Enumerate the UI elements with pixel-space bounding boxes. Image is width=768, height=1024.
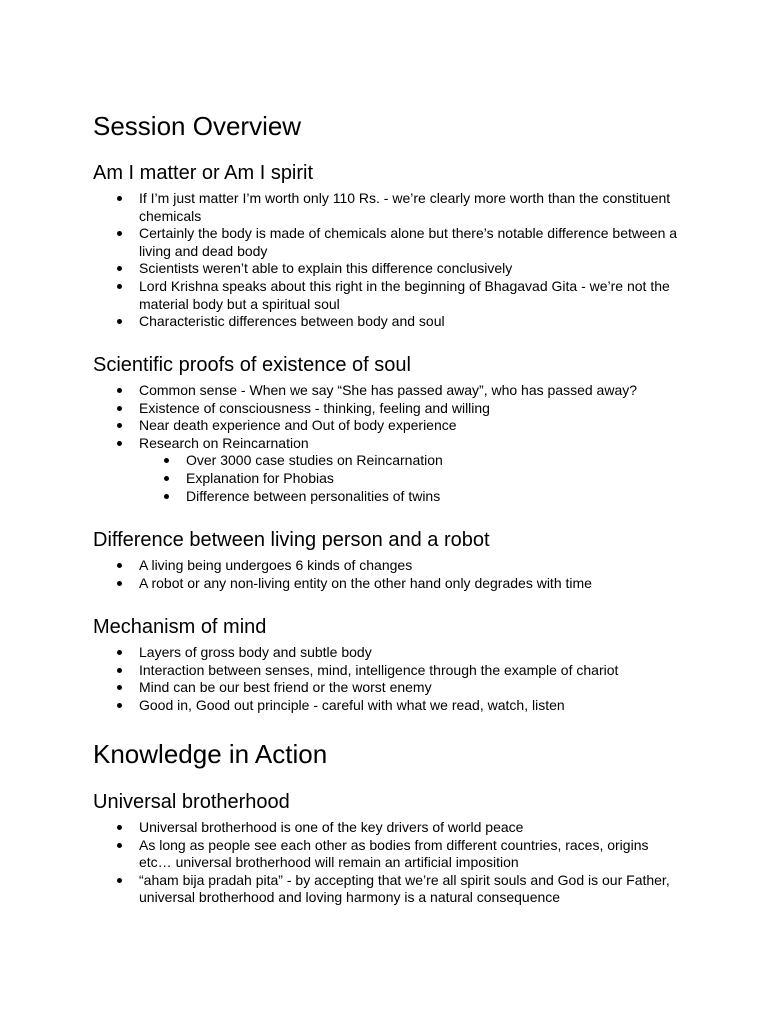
subheading-universal-brotherhood: Universal brotherhood: [93, 791, 290, 813]
list-item: As long as people see each other as bodies from different countries, races, origins etc… universal brotherhood will remain an artificial imposition: [0, 837, 768, 872]
list-item: A robot or any non-living entity on the other hand only degrades with time: [0, 575, 768, 593]
list-item: Mind can be our best friend or the worst enemy: [0, 679, 768, 697]
list-item: Lord Krishna speaks about this right in the beginning of Bhagavad Gita - we’re not the material body but a spiritual soul: [0, 278, 768, 313]
list-living-vs-robot: [0, 557, 768, 592]
list-mechanism-of-mind: [0, 644, 768, 714]
list-item: Existence of consciousness - thinking, feeling and willing: [0, 400, 768, 418]
list-item: A living being undergoes 6 kinds of changes: [0, 557, 768, 575]
list-item: Interaction between senses, mind, intelligence through the example of chariot: [0, 662, 768, 680]
list-item: Universal brotherhood is one of the key drivers of world peace: [0, 819, 768, 837]
heading-knowledge-in-action: Knowledge in Action: [93, 739, 328, 769]
list-item: Scientists weren’t able to explain this difference conclusively: [0, 260, 768, 278]
list-matter-or-spirit: [0, 190, 768, 331]
list-universal-brotherhood: [0, 819, 768, 907]
sub-list-item: Difference between personalities of twins: [0, 488, 768, 506]
subheading-matter-or-spirit: Am I matter or Am I spirit: [93, 162, 314, 184]
subheading-scientific-proofs: Scientific proofs of existence of soul: [93, 354, 411, 376]
list-item: Research on Reincarnation: [0, 435, 768, 453]
list-item: Near death experience and Out of body experience: [0, 417, 768, 435]
list-item: “aham bija pradah pita” - by accepting that we’re all spirit souls and God is our Father, universal brotherhood and loving harmony is a natural consequence: [0, 872, 768, 907]
list-item: Good in, Good out principle - careful with what we read, watch, listen: [0, 697, 768, 715]
list-item: If I’m just matter I’m worth only 110 Rs. - we’re clearly more worth than the constituent chemicals: [0, 190, 768, 225]
list-item: Certainly the body is made of chemicals alone but there’s notable difference between a living and dead body: [0, 225, 768, 260]
list-scientific-proofs: [0, 382, 768, 505]
sub-list-item: Explanation for Phobias: [0, 470, 768, 488]
sub-list-item: Over 3000 case studies on Reincarnation: [0, 452, 768, 470]
heading-session-overview: Session Overview: [93, 111, 302, 141]
list-item: Common sense - When we say “She has passed away”, who has passed away?: [0, 382, 768, 400]
list-item: Layers of gross body and subtle body: [0, 644, 768, 662]
list-item: Characteristic differences between body and soul: [0, 313, 768, 331]
subheading-mechanism-of-mind: Mechanism of mind: [93, 616, 267, 638]
subheading-living-vs-robot: Difference between living person and a robot: [93, 529, 490, 551]
